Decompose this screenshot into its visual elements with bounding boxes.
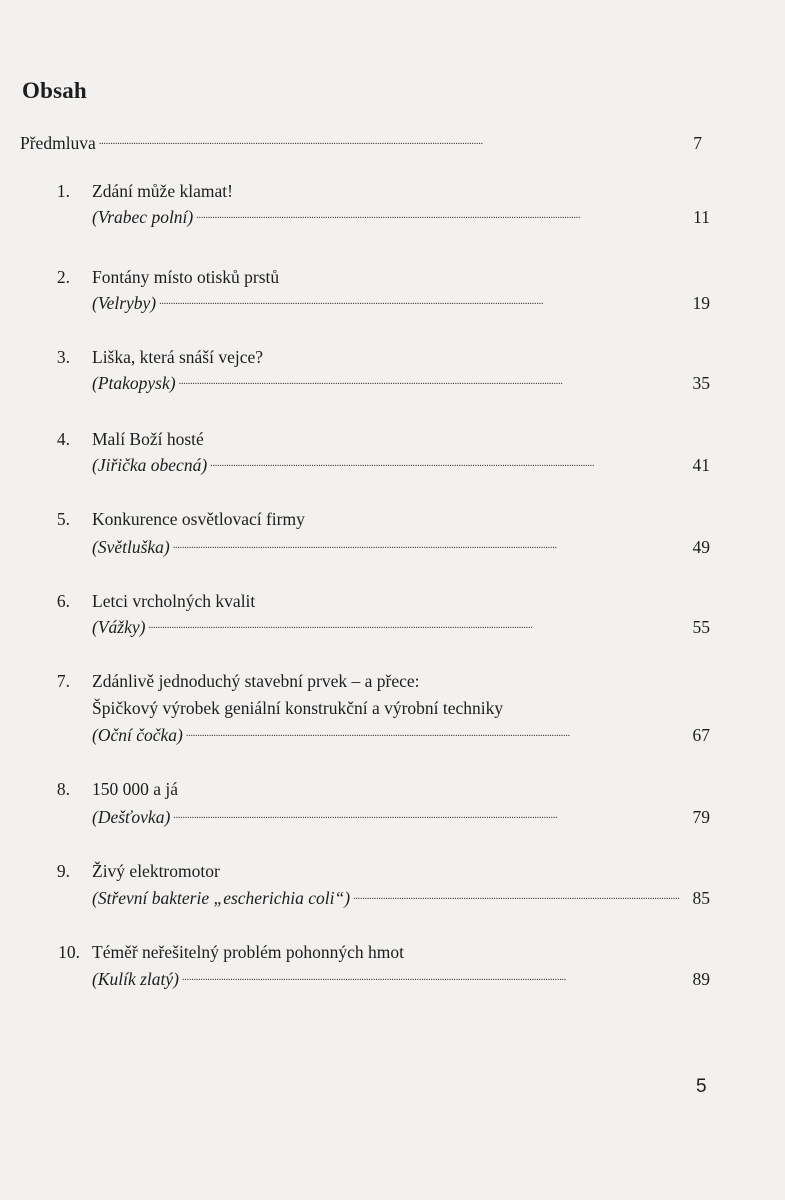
chapter-title: Zdání může klamat! [92, 181, 233, 201]
chapter-number: 5. [56, 509, 70, 529]
chapter-title: Konkurence osvětlovací firmy [92, 509, 305, 529]
chapter-number: 2. [56, 267, 70, 287]
chapter-subtitle: (Vrabec polní) [92, 207, 194, 227]
chapter-number: 9. [56, 861, 70, 881]
dot-leader [353, 890, 680, 904]
chapter-page: 89 [692, 969, 710, 989]
dot-leader [148, 619, 680, 633]
toc-entry-chapter-5 [92, 536, 710, 558]
chapter-number: 6. [56, 591, 70, 611]
chapter-subtitle: (Kulík zlatý) [92, 969, 179, 989]
chapter-number: 7. [56, 671, 70, 691]
chapter-page: 55 [692, 617, 710, 637]
preface-label: Předmluva [20, 133, 96, 153]
chapter-page: 35 [692, 373, 710, 393]
dot-leader [186, 727, 680, 741]
page-number: 5 [696, 1076, 707, 1097]
toc-entry-chapter-8 [92, 806, 710, 828]
chapter-page: 67 [692, 725, 710, 745]
chapter-title: Malí Boží hosté [92, 429, 204, 449]
toc-entry-chapter-1 [92, 206, 710, 228]
toc-entry-chapter-6 [92, 616, 710, 638]
chapter-subtitle: (Oční čočka) [92, 725, 183, 745]
dot-leader [99, 135, 672, 149]
toc-entry-chapter-2 [92, 292, 710, 314]
chapter-title: Letci vrcholných kvalit [92, 591, 256, 611]
toc-entry-chapter-3 [92, 372, 710, 394]
chapter-subtitle: (Dešťovka) [92, 807, 171, 827]
chapter-title: Živý elektromotor [92, 861, 220, 881]
chapter-page: 41 [692, 455, 710, 475]
chapter-title: Zdánlivě jednoduchý stavební prvek – a přece: [92, 671, 420, 691]
preface-page: 7 [693, 133, 702, 153]
toc-entry-chapter-4 [92, 454, 710, 476]
page-title: Obsah [22, 78, 87, 103]
dot-leader [159, 295, 680, 309]
chapter-number: 3. [56, 347, 70, 367]
toc-entry-chapter-9 [92, 887, 710, 909]
chapter-title: Fontány místo otisků prstů [92, 267, 280, 287]
dot-leader [173, 539, 680, 553]
chapter-subtitle: (Ptakopysk) [92, 373, 176, 393]
toc-entry-chapter-10 [92, 968, 710, 990]
chapter-page: 49 [692, 537, 710, 557]
chapter-subtitle: (Velryby) [92, 293, 157, 313]
chapter-page: 85 [692, 888, 710, 908]
dot-leader [173, 809, 680, 823]
chapter-page: 11 [693, 207, 710, 227]
chapter-page: 19 [692, 293, 710, 313]
chapter-subtitle: (Světluška) [92, 537, 170, 557]
chapter-subtitle: (Vážky) [92, 617, 146, 637]
chapter-title: 150 000 a já [92, 779, 179, 799]
toc-entry-chapter-7 [92, 724, 710, 746]
chapter-title: Liška, která snáší vejce? [92, 347, 264, 367]
chapter-title-line-2: Špičkový výrobek geniální konstrukční a výrobní techniky [92, 698, 504, 718]
toc-entry-preface [20, 132, 702, 154]
chapter-number: 1. [56, 181, 70, 201]
chapter-page: 79 [692, 807, 710, 827]
dot-leader [196, 209, 680, 223]
dot-leader [210, 457, 680, 471]
chapter-number: 4. [56, 429, 70, 449]
dot-leader [182, 971, 680, 985]
chapter-title: Téměř neřešitelný problém pohonných hmot [92, 942, 405, 962]
chapter-number: 8. [56, 779, 70, 799]
chapter-subtitle: (Střevní bakterie „escherichia coli“) [92, 888, 351, 908]
chapter-subtitle: (Jiřička obecná) [92, 455, 208, 475]
chapter-number: 10. [58, 942, 80, 962]
dot-leader [179, 375, 680, 389]
